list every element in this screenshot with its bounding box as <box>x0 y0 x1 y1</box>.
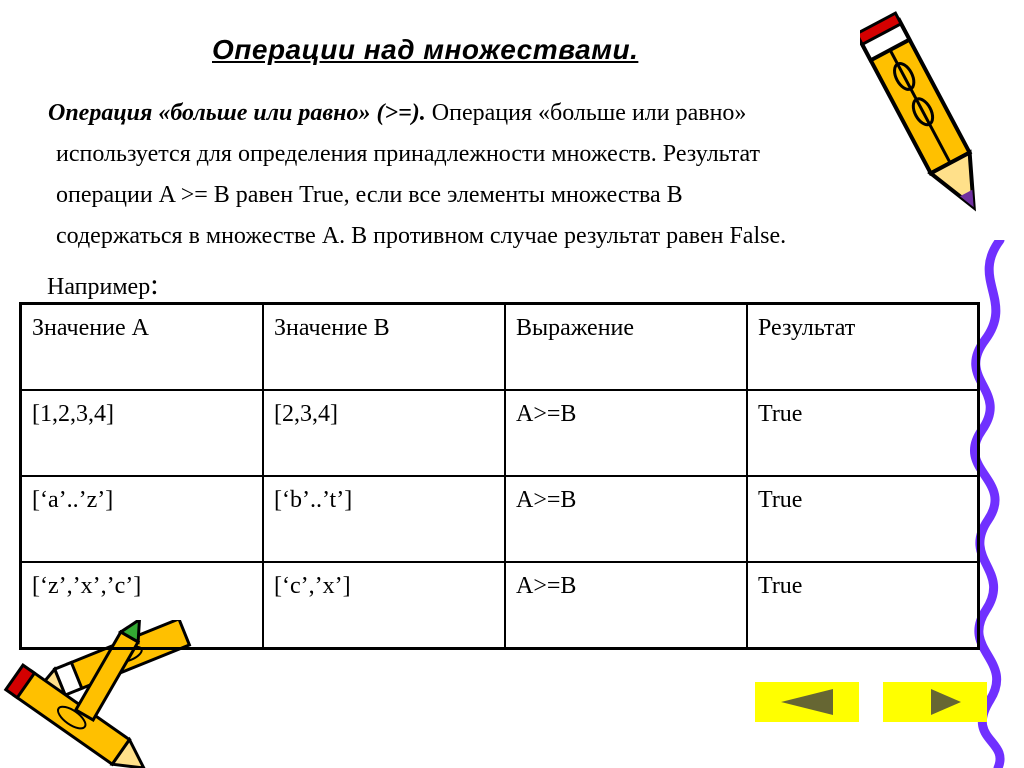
triangle-right-icon <box>905 687 965 717</box>
header-cell: Значение В <box>263 304 505 391</box>
triangle-left-icon <box>777 687 837 717</box>
table-row <box>21 390 979 476</box>
description-text-1: Операция «больше или равно» <box>425 100 747 126</box>
header-cell: Результат <box>747 304 979 391</box>
description-paragraph <box>48 93 928 257</box>
example-colon: : <box>150 268 159 301</box>
header-cell: Значение А <box>21 304 264 391</box>
examples-table <box>19 302 980 650</box>
table-row <box>21 476 979 562</box>
previous-slide-button[interactable] <box>755 682 859 722</box>
description-line-3: операции A >= B равен True, если все элементы множества B <box>56 182 683 208</box>
example-label <box>47 268 159 302</box>
table-cell: [2,3,4] <box>263 390 505 476</box>
table-cell: A>=B <box>505 390 747 476</box>
operation-lead: Операция «больше или равно» (>=). <box>48 100 426 126</box>
table-cell: [‘c’,’x’] <box>263 562 505 649</box>
description-line-2: используется для определения принадлежности множеств. Результат <box>56 141 761 167</box>
table-cell: A>=B <box>505 562 747 649</box>
table-cell: A>=B <box>505 476 747 562</box>
description-line-1 <box>48 93 928 134</box>
table-cell: True <box>747 390 979 476</box>
table-cell: [‘a’..’z’] <box>21 476 264 562</box>
table-cell: [‘b’..’t’] <box>263 476 505 562</box>
description-line-4: содержаться в множестве A. В противном случае результат равен False. <box>56 223 787 249</box>
next-slide-button[interactable] <box>883 682 987 722</box>
header-cell: Выражение <box>505 304 747 391</box>
table-cell: True <box>747 476 979 562</box>
table-cell: True <box>747 562 979 649</box>
table-row <box>21 562 979 649</box>
table-cell: [‘z’,’x’,’c’] <box>21 562 264 649</box>
table-cell: [1,2,3,4] <box>21 390 264 476</box>
table-header-row <box>21 304 979 391</box>
example-label-text: Например <box>47 274 151 300</box>
slide-title: Операции над множествами. <box>212 34 639 65</box>
